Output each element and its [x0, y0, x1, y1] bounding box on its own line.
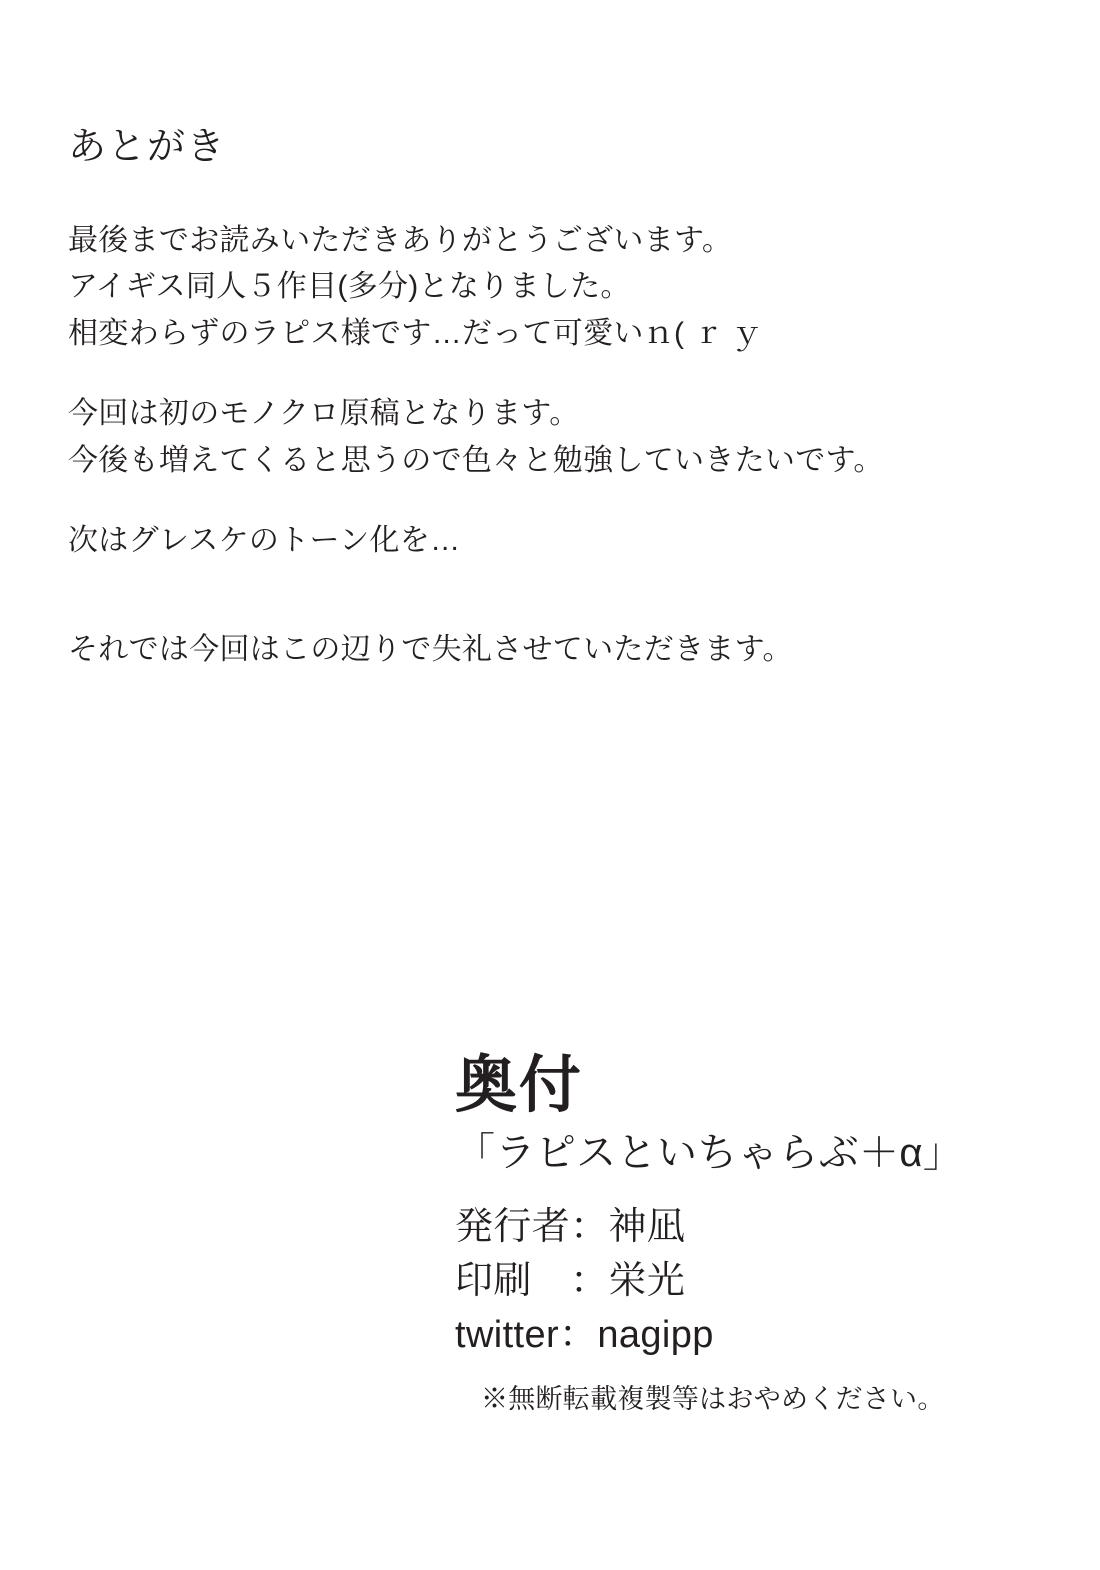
afterword-line: アイギス同人５作目(多分)となりました。 — [68, 270, 631, 303]
afterword-line: 次はグレスケのトーン化を… — [68, 524, 461, 557]
colophon-section — [455, 1050, 1035, 1419]
colophon-twitter: twitter：nagipp — [455, 1314, 714, 1357]
afterword-line: 相変わらずのラピス様です…だって可愛いｎ( ｒ ｙ — [68, 316, 763, 350]
afterword-line: 今回は初のモノクロ原稿となります。 — [68, 397, 580, 430]
colophon-printer: 印刷 ：栄光 — [455, 1260, 686, 1303]
colophon-publisher: 発行者：神凪 — [455, 1206, 686, 1249]
afterword-section — [68, 124, 1028, 673]
afterword-title: あとがき — [68, 126, 227, 168]
afterword-line: 今後も増えてくると思うので色々と勉強していきたいです。 — [68, 443, 884, 477]
afterword-paragraph — [68, 218, 1028, 358]
colophon-copyright-note: ※無断転載複製等はおやめください。 — [481, 1384, 945, 1415]
colophon-title: 奥付 — [455, 1051, 583, 1120]
afterword-paragraph — [68, 391, 1028, 484]
afterword-body — [68, 218, 1028, 674]
afterword-paragraph — [68, 518, 1028, 565]
afterword-line: それでは今回はこの辺りで失礼させていただきます。 — [68, 632, 793, 666]
afterword-line: 最後までお読みいただきありがとうございます。 — [68, 223, 733, 257]
afterword-paragraph — [68, 627, 1028, 674]
colophon-subtitle: 「ラピスといちゃらぶ＋α」 — [455, 1131, 964, 1176]
